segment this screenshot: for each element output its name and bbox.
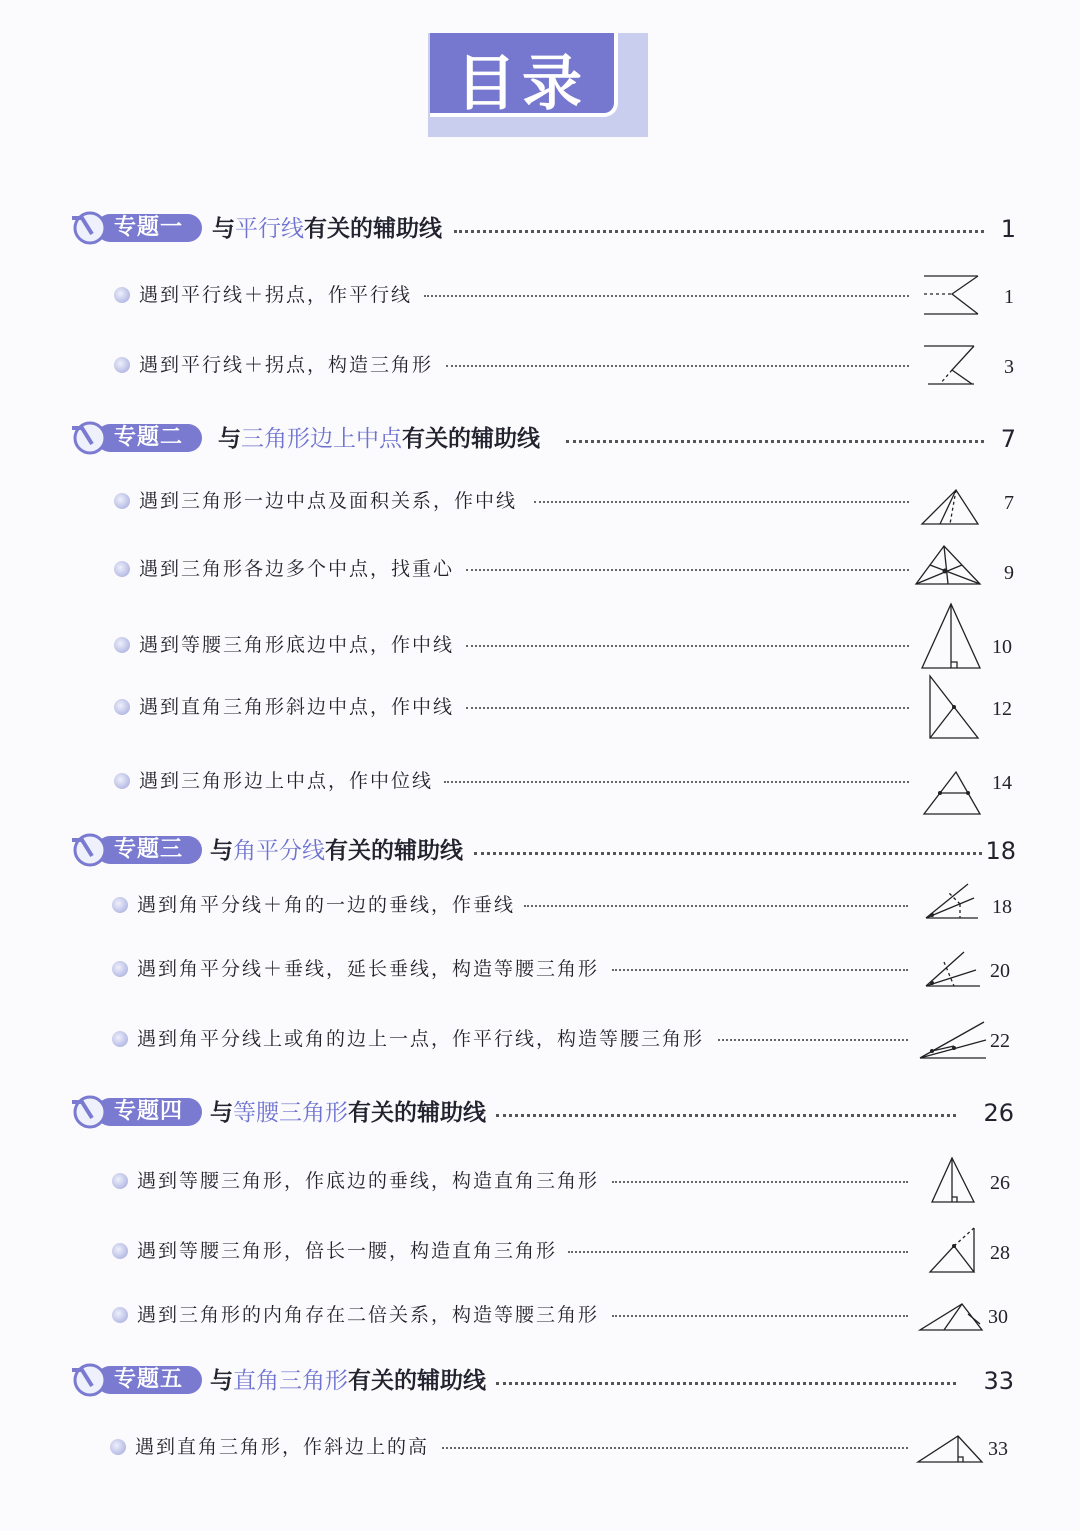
dot-leader xyxy=(524,905,908,907)
dot-leader xyxy=(466,707,909,709)
dot-leader xyxy=(454,230,984,233)
chapter-4-heading[interactable] xyxy=(66,1090,1016,1134)
dot-leader xyxy=(424,295,909,297)
chapter-title: 与平行线有关的辅助线 xyxy=(212,216,442,242)
check-swirl-icon xyxy=(66,1358,110,1402)
item-text: 遇到直角三角形斜边中点，作中线 xyxy=(139,696,455,718)
bullet-icon xyxy=(114,561,130,577)
item-text: 遇到三角形各边多个中点，找重心 xyxy=(139,558,455,580)
dot-leader xyxy=(566,440,984,443)
bullet-icon xyxy=(112,1031,128,1047)
bullet-icon xyxy=(112,1307,128,1323)
triangle-midline-figure xyxy=(922,770,982,816)
check-swirl-icon xyxy=(66,828,110,872)
right-triangle-altitude-figure xyxy=(916,1432,984,1464)
item-text: 遇到等腰三角形，倍长一腰，构造直角三角形 xyxy=(137,1240,558,1262)
bullet-icon xyxy=(114,493,130,509)
toc-item[interactable] xyxy=(112,1232,1012,1272)
item-page-number: 26 xyxy=(990,1172,1010,1194)
dot-leader xyxy=(444,781,909,783)
chapter-page-number: 18 xyxy=(985,837,1016,865)
bullet-icon xyxy=(114,287,130,303)
item-page-number: 7 xyxy=(1004,492,1014,514)
item-text: 遇到角平分线上或角的边上一点，作平行线，构造等腰三角形 xyxy=(137,1028,705,1050)
toc-item[interactable] xyxy=(112,886,1012,926)
toc-item[interactable] xyxy=(114,762,1014,802)
toc-item[interactable] xyxy=(110,1428,1010,1468)
isosceles-median-figure xyxy=(920,602,982,670)
chapter-2-heading[interactable] xyxy=(66,416,1016,460)
chapter-label: 专题二 xyxy=(114,425,184,450)
chapter-page-number: 33 xyxy=(983,1367,1014,1395)
toc-item[interactable] xyxy=(114,482,1014,522)
chapter-title: 与三角形边上中点有关的辅助线 xyxy=(218,426,540,452)
item-page-number: 9 xyxy=(1004,562,1014,584)
chapter-title: 与角平分线有关的辅助线 xyxy=(210,838,463,864)
dot-leader xyxy=(442,1447,908,1449)
item-page-number: 1 xyxy=(1004,286,1014,308)
item-text: 遇到平行线＋拐点，构造三角形 xyxy=(139,354,434,376)
parallel-lines-triangle-figure xyxy=(922,342,986,390)
item-page-number: 33 xyxy=(988,1438,1008,1460)
chapter-label: 专题五 xyxy=(114,1367,184,1392)
item-page-number: 20 xyxy=(990,960,1010,982)
item-page-number: 30 xyxy=(988,1306,1008,1328)
chapter-page-number: 1 xyxy=(1000,215,1016,243)
item-page-number: 28 xyxy=(990,1242,1010,1264)
dot-leader xyxy=(496,1114,956,1117)
check-swirl-icon xyxy=(66,1090,110,1134)
right-triangle-median-figure xyxy=(928,674,980,740)
angle-bisector-perpendicular-figure xyxy=(924,882,980,922)
bullet-icon xyxy=(112,961,128,977)
item-page-number: 12 xyxy=(992,698,1012,720)
chapter-label: 专题三 xyxy=(114,837,184,862)
bullet-icon xyxy=(114,699,130,715)
dot-leader xyxy=(496,1382,956,1385)
bullet-icon xyxy=(112,897,128,913)
isosceles-base-perpendicular-figure xyxy=(930,1156,976,1204)
dot-leader xyxy=(466,569,909,571)
check-swirl-icon xyxy=(66,416,110,460)
angle-bisector-parallel-figure xyxy=(918,1020,988,1062)
parallel-lines-turning-point-figure xyxy=(922,272,986,320)
bullet-icon xyxy=(110,1439,126,1455)
triangle-double-angle-figure xyxy=(918,1300,984,1332)
chapter-page-number: 7 xyxy=(1000,425,1016,453)
isosceles-double-leg-figure xyxy=(928,1226,978,1276)
dot-leader xyxy=(474,852,982,855)
item-text: 遇到三角形边上中点，作中位线 xyxy=(139,770,434,792)
toc-item[interactable] xyxy=(112,1162,1012,1202)
item-text: 遇到角平分线＋垂线，延长垂线，构造等腰三角形 xyxy=(137,958,600,980)
item-text: 遇到角平分线＋角的一边的垂线，作垂线 xyxy=(137,894,516,916)
item-page-number: 14 xyxy=(992,772,1012,794)
toc-item[interactable] xyxy=(112,1296,1012,1336)
chapter-label: 专题四 xyxy=(114,1099,184,1124)
toc-item[interactable] xyxy=(114,276,1014,316)
item-page-number: 18 xyxy=(992,896,1012,918)
chapter-1-heading[interactable] xyxy=(66,206,1016,250)
toc-item[interactable] xyxy=(114,626,1014,666)
item-text: 遇到三角形一边中点及面积关系，作中线 xyxy=(139,490,518,512)
chapter-5-heading[interactable] xyxy=(66,1358,1016,1402)
item-text: 遇到平行线＋拐点，作平行线 xyxy=(139,284,413,306)
toc-item[interactable] xyxy=(114,550,1014,590)
item-text: 遇到直角三角形，作斜边上的高 xyxy=(135,1436,430,1458)
bullet-icon xyxy=(112,1173,128,1189)
chapter-title: 与直角三角形有关的辅助线 xyxy=(210,1368,486,1394)
bullet-icon xyxy=(114,357,130,373)
chapter-title: 与等腰三角形有关的辅助线 xyxy=(210,1100,486,1126)
item-page-number: 3 xyxy=(1004,356,1014,378)
bullet-icon xyxy=(114,773,130,789)
item-text: 遇到等腰三角形，作底边的垂线，构造直角三角形 xyxy=(137,1170,600,1192)
toc-item[interactable] xyxy=(112,1020,1012,1060)
bullet-icon xyxy=(114,637,130,653)
chapter-page-number: 26 xyxy=(983,1099,1014,1127)
chapter-label: 专题一 xyxy=(114,215,184,240)
check-swirl-icon xyxy=(66,206,110,250)
dot-leader xyxy=(612,1181,908,1183)
item-page-number: 10 xyxy=(992,636,1012,658)
toc-item[interactable] xyxy=(114,688,1014,728)
dot-leader xyxy=(568,1251,908,1253)
item-text: 遇到等腰三角形底边中点，作中线 xyxy=(139,634,455,656)
chapter-3-heading[interactable] xyxy=(66,828,1016,872)
bullet-icon xyxy=(112,1243,128,1259)
triangle-centroid-figure xyxy=(914,544,982,586)
dot-leader xyxy=(612,969,908,971)
angle-bisector-extend-figure xyxy=(924,950,982,990)
dot-leader xyxy=(466,645,909,647)
dot-leader xyxy=(446,365,909,367)
dot-leader xyxy=(612,1315,908,1317)
toc-item[interactable] xyxy=(112,950,1012,990)
triangle-median-figure xyxy=(920,488,980,528)
page-title: 目录 xyxy=(456,49,588,119)
item-text: 遇到三角形的内角存在二倍关系，构造等腰三角形 xyxy=(137,1304,600,1326)
item-page-number: 22 xyxy=(990,1030,1010,1052)
toc-item[interactable] xyxy=(114,346,1014,386)
dot-leader xyxy=(534,501,909,503)
dot-leader xyxy=(718,1039,908,1041)
